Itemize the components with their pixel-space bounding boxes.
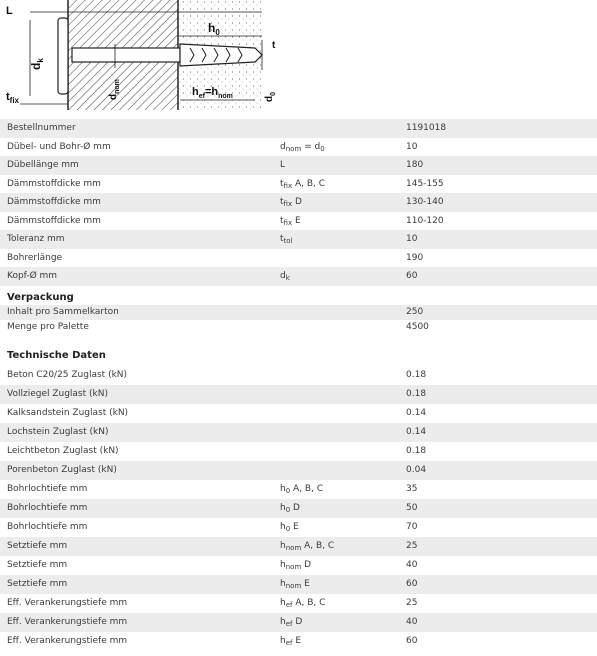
row-value: 35 [406, 484, 418, 494]
packaging-table [0, 305, 597, 335]
row-label: Bohrlochtiefe mm [7, 484, 88, 494]
label-L: L [6, 5, 13, 17]
anchor-expansion-zone [180, 44, 262, 66]
row-symbol: $t_{fix}$ A, B, C [280, 178, 326, 190]
row-symbol: $h_{ef}$ E [280, 636, 302, 647]
row-label: Setztiefe mm [7, 541, 68, 551]
row-value: 1191018 [406, 123, 447, 133]
row-value: 60 [406, 636, 418, 646]
table-row [0, 267, 597, 286]
anchor-shaft [72, 48, 180, 62]
row-symbol: $t_{fix}$ E [280, 215, 301, 227]
row-symbol: $h_0$ E [280, 522, 299, 533]
row-label: Kalksandstein Zuglast (kN) [7, 408, 129, 418]
row-label: Toleranz mm [7, 234, 65, 244]
label-dk: $d_k$ [29, 58, 45, 70]
row-value: 60 [406, 271, 418, 281]
row-symbol: $h_{nom}$ E [280, 579, 310, 590]
spec-table [0, 119, 597, 286]
row-label: Dämmstoffdicke mm [7, 178, 101, 189]
label-t: t [272, 40, 276, 51]
table-row [0, 480, 597, 499]
table-row [0, 366, 597, 385]
row-symbol: L [280, 160, 286, 170]
row-symbol: $d_{nom} = d_0$ [280, 141, 325, 153]
row-symbol: $d_k$ [280, 271, 290, 282]
table-row [0, 537, 597, 556]
row-value: 180 [406, 160, 424, 170]
table-row [0, 442, 597, 461]
row-label: Dämmstoffdicke mm [7, 197, 101, 207]
row-value: 10 [406, 141, 418, 152]
row-label: Leichtbeton Zuglast (kN) [7, 446, 119, 456]
row-value: 0.14 [406, 408, 427, 418]
row-label: Dübellänge mm [7, 160, 79, 170]
row-value: 0.18 [406, 370, 427, 380]
row-label: Dübel- und Bohr-Ø mm [7, 141, 111, 152]
technical-data-table [0, 366, 597, 651]
row-value: 110-120 [406, 215, 444, 226]
table-row [0, 385, 597, 404]
row-symbol: $h_{nom}$ D [280, 560, 312, 571]
row-symbol: $t_{fix}$ D [280, 197, 302, 208]
table-row [0, 461, 597, 480]
row-label: Dämmstoffdicke mm [7, 215, 101, 226]
row-value: 130-140 [406, 197, 444, 207]
row-value: 50 [406, 503, 418, 513]
section-title-verpackung: Verpackung [7, 292, 74, 303]
row-label: Bohrerlänge [7, 252, 63, 263]
table-row [0, 594, 597, 613]
row-symbol: $h_{ef}$ A, B, C [280, 598, 326, 609]
row-value: 40 [406, 560, 418, 570]
row-symbol: $t_{tol}$ [280, 234, 293, 245]
table-row [0, 193, 597, 212]
row-label: Bohrlochtiefe mm [7, 503, 88, 513]
row-label: Menge pro Palette [7, 322, 89, 332]
row-value: 0.18 [406, 389, 427, 399]
table-row [0, 212, 597, 231]
row-label: Setztiefe mm [7, 579, 68, 589]
table-row [0, 556, 597, 575]
row-value: 0.14 [406, 427, 427, 437]
row-label: Vollziegel Zuglast (kN) [7, 389, 108, 399]
row-value: 190 [406, 252, 424, 263]
label-tfix: $t_{fix}$ [6, 91, 20, 105]
row-label: Beton C20/25 Zuglast (kN) [7, 370, 128, 380]
row-label: Bohrlochtiefe mm [7, 522, 88, 532]
label-d0: $d_0$ [264, 91, 277, 102]
table-row [0, 320, 597, 335]
label-h0: $h_0$ [208, 21, 220, 37]
row-symbol: $h_{ef}$ D [280, 617, 303, 628]
row-label: Setztiefe mm [7, 560, 68, 570]
label-dnom: $d_{nom}$ [108, 79, 121, 100]
row-value: 145-155 [406, 178, 444, 189]
table-row [0, 575, 597, 594]
table-row [0, 175, 597, 194]
row-label: Kopf-Ø mm [7, 271, 58, 281]
label-hef-hnom: $h_{ef}=h_{nom}$ [192, 86, 233, 100]
table-row [0, 119, 597, 138]
table-row [0, 305, 597, 320]
row-value: 40 [406, 617, 418, 627]
row-value: 60 [406, 579, 418, 589]
row-value: 0.04 [406, 465, 427, 475]
table-row [0, 518, 597, 537]
row-label: Porenbeton Zuglast (kN) [7, 465, 117, 475]
row-symbol: $h_{nom}$ A, B, C [280, 541, 335, 552]
table-row [0, 249, 597, 268]
table-row [0, 404, 597, 423]
table-row [0, 156, 597, 175]
row-value: 0.18 [406, 446, 427, 456]
row-value: 10 [406, 234, 418, 244]
row-label: Eff. Verankerungstiefe mm [7, 598, 128, 608]
row-label: Bestellnummer [7, 123, 76, 133]
row-symbol: $h_0$ D [280, 503, 300, 514]
table-row [0, 423, 597, 442]
row-value: 250 [406, 307, 424, 317]
row-label: Lochstein Zuglast (kN) [7, 427, 109, 437]
row-label: Eff. Verankerungstiefe mm [7, 636, 128, 646]
table-row [0, 138, 597, 157]
table-row [0, 613, 597, 632]
row-value: 70 [406, 522, 418, 532]
row-label: Inhalt pro Sammelkarton [7, 307, 119, 317]
row-value: 4500 [406, 322, 429, 332]
anchor-head-plate [58, 18, 68, 94]
table-row [0, 499, 597, 518]
row-value: 25 [406, 541, 418, 551]
table-row [0, 632, 597, 651]
table-row [0, 230, 597, 249]
row-label: Eff. Verankerungstiefe mm [7, 617, 128, 627]
row-symbol: $h_0$ A, B, C [280, 484, 324, 495]
row-value: 25 [406, 598, 418, 608]
section-title-technische-daten: Technische Daten [7, 350, 106, 361]
anchor-technical-drawing [0, 0, 597, 118]
